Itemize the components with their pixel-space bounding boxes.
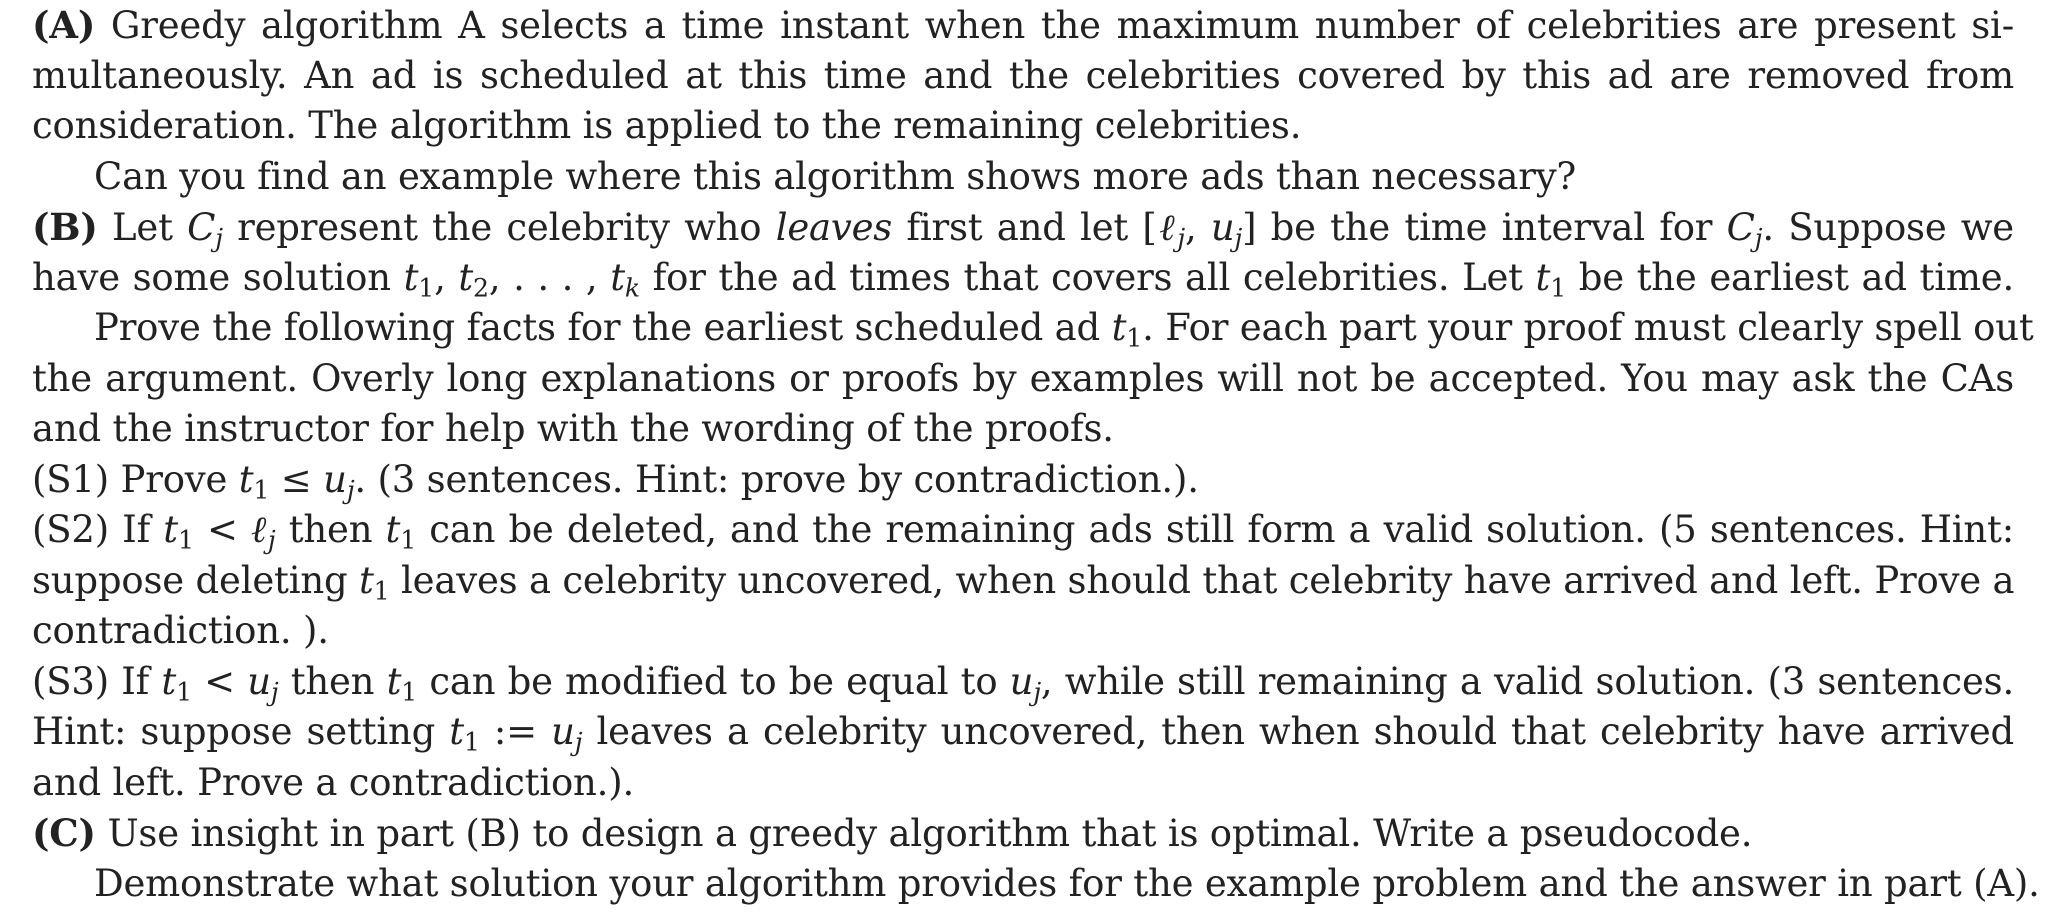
part-b-para2-line-3: and the instructor for help with the wording of the proofs. bbox=[32, 407, 1114, 450]
part-b-line-2: have some solution $t_1$, $t_2$, . . . , $t_k$ for the ad times that covers all celebrities. Let $t_1$ be the earliest ad time. bbox=[32, 255, 2015, 302]
s2-line-3: contradiction. ). bbox=[32, 609, 329, 652]
s3-line-1: (S3) If $t_1 < u_j$ then $t_1$ can be modified to be equal to $u_j$, while still remaining a valid solution. (3 sentences. bbox=[32, 659, 2015, 706]
part-b-line-1: (B) Let $C_j$ represent the celebrity who leaves first and let [ℓ$_j$, $u_j$] be the time interval for $C_j$. Suppose we bbox=[32, 205, 2015, 253]
s2-line-1: (S2) If $t_1$ < ℓ$_j$ then $t_1$ can be deleted, and the remaining ads still form a valid solution. (5 sentences. Hint: bbox=[32, 508, 2014, 555]
s2-line-2: suppose deleting $t_1$ leaves a celebrity uncovered, when should that celebrity have arrived and left. Prove a bbox=[32, 558, 2015, 605]
part-b-para2-line-2: the argument. Overly long explanations or proofs by examples will not be accepted. You may ask the CAs bbox=[32, 356, 2014, 400]
part-c-line-1: (C) Use insight in part (B) to design a greedy algorithm that is optimal. Write a pseudocode. bbox=[32, 811, 1753, 855]
part-a-label: (A) bbox=[32, 3, 96, 47]
part-c-label: (C) bbox=[32, 811, 96, 855]
s1-line: (S1) Prove $t_1 \le u_j$. (3 sentences. Hint: prove by contradiction.). bbox=[32, 457, 1199, 504]
part-a-question: Can you find an example where this algorithm shows more ads than necessary? bbox=[94, 154, 1577, 198]
part-c-line-2: Demonstrate what solution your algorithm provides for the example problem and the answer in part (A). bbox=[94, 861, 2040, 905]
part-a-line-2: multaneously. An ad is scheduled at this time and the celebrities covered by this ad are removed from bbox=[32, 53, 2014, 97]
s3-line-3: and left. Prove a contradiction.). bbox=[32, 760, 635, 804]
part-a-line-3: consideration. The algorithm is applied to the remaining celebrities. bbox=[32, 104, 1302, 147]
part-b-label: (B) bbox=[32, 205, 98, 249]
part-a-line-1: (A) Greedy algorithm A selects a time instant when the maximum number of celebrities are present si- bbox=[32, 3, 2014, 47]
problem-document bbox=[32, 0, 2040, 909]
s3-line-2: Hint: suppose setting $t_1$ := $u_j$ leaves a celebrity uncovered, then when should that celebrity have arrived bbox=[32, 710, 2014, 757]
part-b-para2-line-1: Prove the following facts for the earliest scheduled ad $t_1$. For each part your proof must clearly spell out bbox=[94, 306, 2034, 353]
